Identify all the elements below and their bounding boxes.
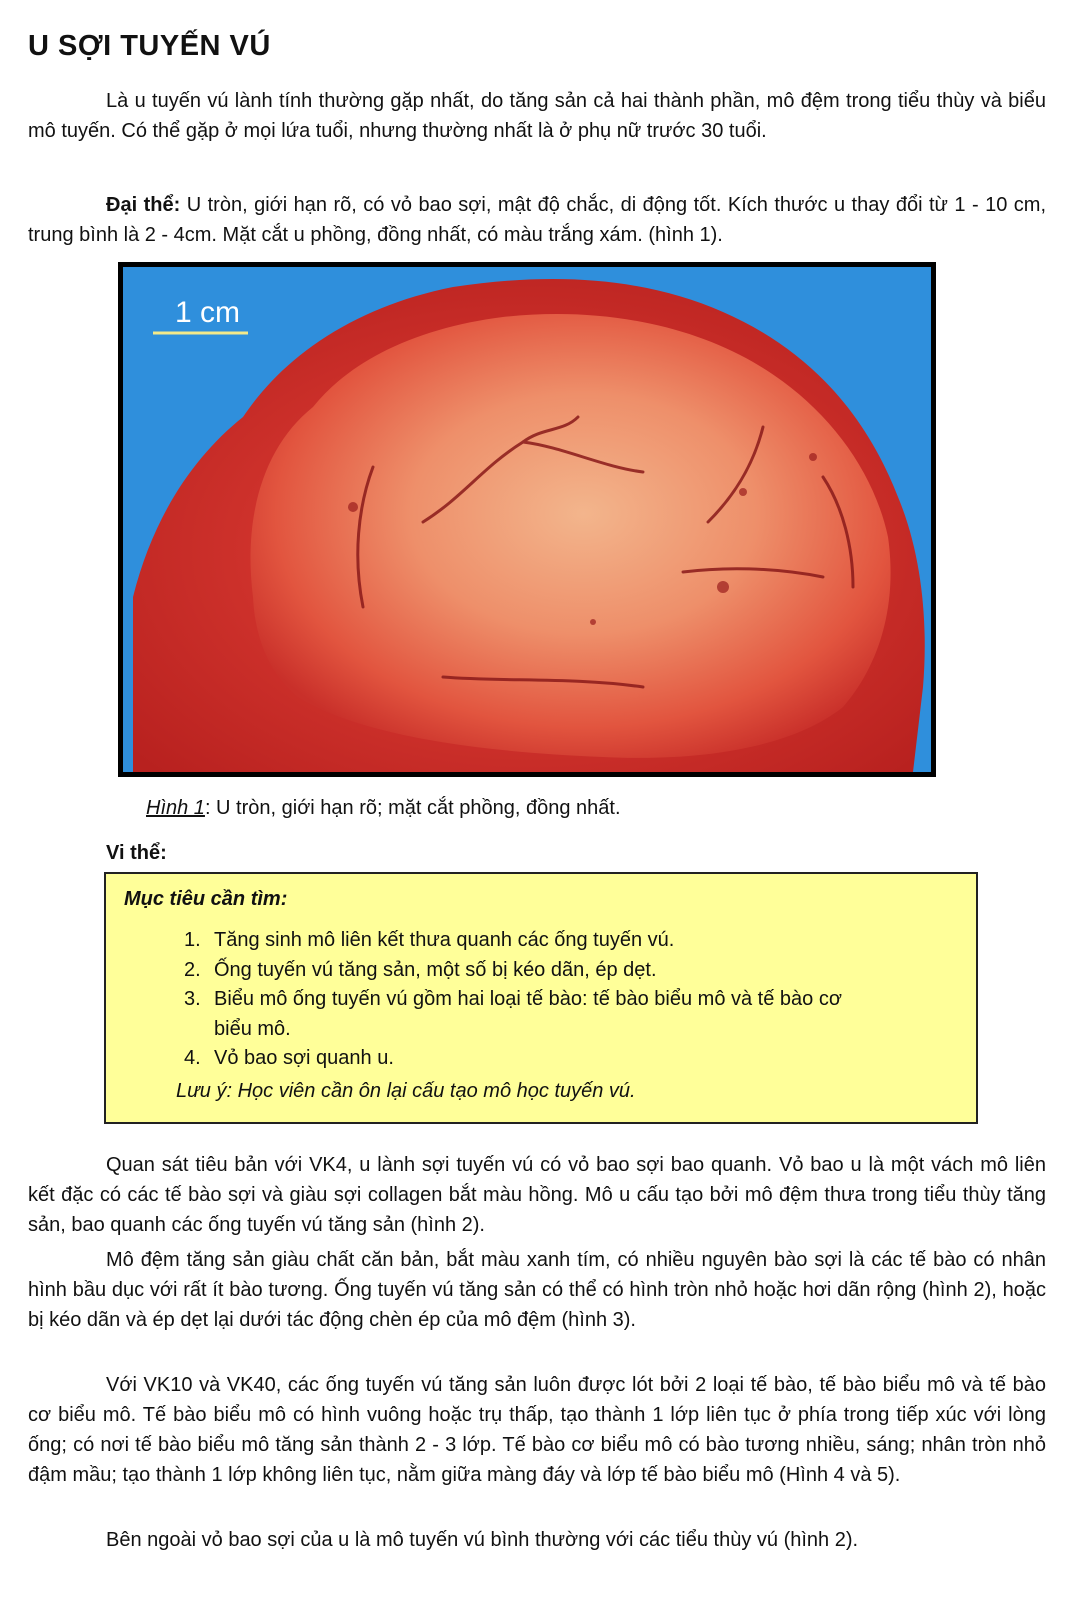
gross-label: Đại thể: (106, 194, 181, 216)
body-paragraph: Quan sát tiêu bản với VK4, u lành sợi tuyến vú có vỏ bao sợi bao quanh. Vỏ bao u là một vách mô liên kết đặc có các tế bào sợi và giàu sợi collagen bắt màu hồng. Mô u cấu tạo bởi mô đệm thưa trong tiểu thùy tăng sản, bao quanh các ống tuyến vú tăng sản (hình 2). (28, 1154, 1046, 1236)
body-paragraph: Với VK10 và VK40, các ống tuyến vú tăng sản luôn được lót bởi 2 loại tế bào, tế bào biểu mô và tế bào cơ biểu mô. Tế bào biểu mô có hình vuông hoặc trụ thấp, tạo thành 1 lớp liên tục ở phía trong tiếp xúc với lòng ống; có nơi tế bào biểu mô tăng sản thành 2 - 3 lớp. Tế bào cơ biểu mô có bào tương nhiều, sáng; nhân tròn nhỏ đậm mầu; tạo thành 1 lớp không liên tục, nằm giữa màng đáy và lớp tế bào biểu mô (Hình 4 và 5). (28, 1374, 1046, 1486)
body-paragraph: Mô đệm tăng sản giàu chất căn bản, bắt màu xanh tím, có nhiều nguyên bào sợi là các tế bào có nhân hình bầu dục với rất ít bào tương. Ống tuyến vú tăng sản có thể có hình tròn nhỏ hoặc hơi dãn rộng (hình 2), hoặc bị kéo dãn và ép dẹt lại dưới tác động chèn ép của mô đệm (hình 3). (28, 1249, 1046, 1331)
objectives-box (104, 872, 978, 1124)
micro-label: Vi thể: (106, 842, 167, 864)
objective-item (184, 1044, 884, 1074)
intro-paragraph: Là u tuyến vú lành tính thường gặp nhất, do tăng sản cả hai thành phần, mô đệm trong tiểu thùy và biểu mô tuyến. Có thể gặp ở mọi lứa tuổi, nhưng thường nhất là ở phụ nữ trước 30 tuổi. (28, 90, 1046, 142)
objective-text: Ống tuyến vú tăng sản, một số bị kéo dãn, ép dẹt. (214, 958, 657, 981)
objective-number: 2. (184, 958, 201, 981)
tumor-photo (123, 267, 931, 772)
body-paragraph: Bên ngoài vỏ bao sợi của u là mô tuyến vú bình thường với các tiểu thùy vú (hình 2). (106, 1529, 859, 1551)
objective-text: Biểu mô ống tuyến vú gồm hai loại tế bào: tế bào biểu mô và tế bào cơ biểu mô. (214, 988, 842, 1040)
figure-caption (146, 797, 621, 820)
objective-number: 4. (184, 1047, 201, 1069)
objective-number: 1. (184, 929, 201, 951)
objective-item (184, 956, 884, 986)
scale-bar-label: 1 cm (175, 296, 241, 329)
gross-text: U tròn, giới hạn rõ, có vỏ bao sợi, mật độ chắc, di động tốt. Kích thước u thay đổi từ 1 - 10 cm, trung bình là 2 - 4cm. Mặt cắt u phồng, đồng nhất, có màu trắng xám. (hình 1). (28, 194, 1046, 246)
tumor-photo-figure (118, 262, 936, 777)
objective-text: Tăng sinh mô liên kết thưa quanh các ống tuyến vú. (214, 929, 675, 951)
objective-item (184, 985, 884, 1044)
page-title: U SỢI TUYẾN VÚ (28, 30, 271, 62)
objectives-note: Lưu ý: Học viên cần ôn lại cấu tạo mô học tuyến vú. (176, 1080, 636, 1102)
objective-text: Vỏ bao sợi quanh u. (214, 1047, 394, 1069)
objectives-title: Mục tiêu cần tìm: (124, 888, 288, 910)
caption-label: Hình 1 (146, 797, 205, 819)
objectives-list (184, 926, 884, 1074)
gross-paragraph (28, 190, 1046, 250)
objective-item (184, 926, 884, 956)
objective-number: 3. (184, 988, 201, 1010)
caption-text: : U tròn, giới hạn rõ; mặt cắt phồng, đồng nhất. (204, 797, 621, 819)
